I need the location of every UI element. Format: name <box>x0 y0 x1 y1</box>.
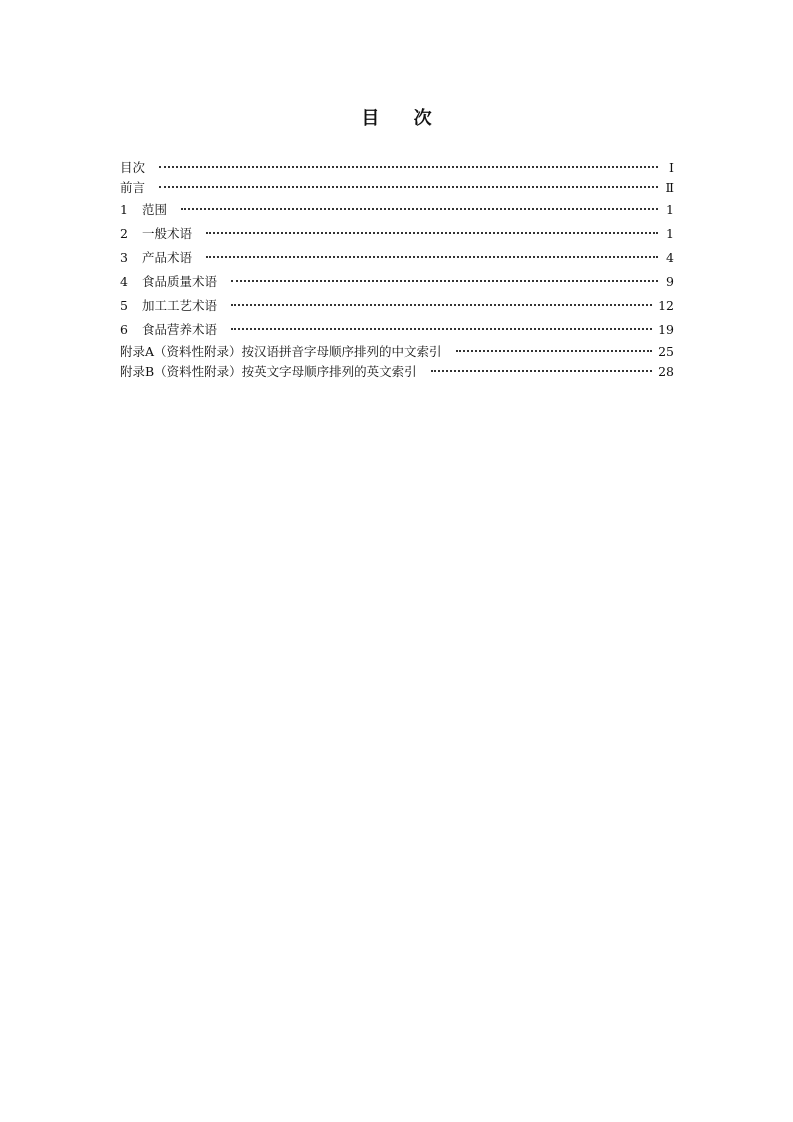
toc-entry-label: 附录B（资料性附录）按英文字母顺序排列的英文索引 <box>120 364 417 379</box>
toc-entry-processing-terms[interactable] <box>120 294 674 318</box>
toc-entry-foreword[interactable] <box>120 178 674 198</box>
dot-leader <box>231 328 652 330</box>
toc-entry-number: 4 <box>120 274 128 289</box>
toc-entry-scope[interactable] <box>120 198 674 222</box>
toc-entry-number: 3 <box>120 250 128 265</box>
toc-entry-label: 一般术语 <box>142 226 193 241</box>
dot-leader <box>456 350 653 352</box>
toc-entry-page: 19 <box>658 322 674 337</box>
toc-entry-page: 1 <box>666 226 674 241</box>
toc-entry-page: 25 <box>658 344 674 359</box>
toc-entry-label: 前言 <box>120 180 146 195</box>
dot-leader <box>206 232 658 234</box>
toc-entry-label: 产品术语 <box>142 250 193 265</box>
dot-leader <box>159 166 658 168</box>
toc-entry-appendix-b[interactable] <box>120 362 674 382</box>
dot-leader <box>231 304 652 306</box>
toc-entry-general-terms[interactable] <box>120 222 674 246</box>
toc-entry-page: 4 <box>666 250 674 265</box>
toc-entry-label: 加工工艺术语 <box>142 298 218 313</box>
toc-entry-number: 5 <box>120 298 128 313</box>
toc-entry-number: 1 <box>120 202 128 217</box>
toc-entry-label: 范围 <box>142 202 168 217</box>
table-of-contents <box>120 158 674 382</box>
toc-entry-page: 9 <box>666 274 674 289</box>
toc-entry-page: 1 <box>666 202 674 217</box>
page-title: 目 次 <box>361 108 446 129</box>
toc-entry-label: 食品营养术语 <box>142 322 218 337</box>
toc-entry-product-terms[interactable] <box>120 246 674 270</box>
dot-leader <box>159 186 658 188</box>
toc-entry-label: 食品质量术语 <box>142 274 218 289</box>
toc-entry-number: 2 <box>120 226 128 241</box>
toc-entry-page: 12 <box>658 298 674 313</box>
toc-entry-number: 6 <box>120 322 128 337</box>
toc-entry-nutrition-terms[interactable] <box>120 318 674 342</box>
toc-entry-label: 目次 <box>120 160 146 175</box>
toc-entry-label: 附录A（资料性附录）按汉语拼音字母顺序排列的中文索引 <box>120 344 442 359</box>
toc-entry-page: Ⅱ <box>665 180 674 195</box>
dot-leader <box>206 256 658 258</box>
dot-leader <box>181 208 658 210</box>
dot-leader <box>231 280 658 282</box>
toc-entry-page: 28 <box>658 364 674 379</box>
toc-entry-appendix-a[interactable] <box>120 342 674 362</box>
toc-entry-contents[interactable] <box>120 158 674 178</box>
dot-leader <box>431 370 652 372</box>
toc-entry-page: Ⅰ <box>669 160 674 175</box>
toc-entry-food-quality-terms[interactable] <box>120 270 674 294</box>
